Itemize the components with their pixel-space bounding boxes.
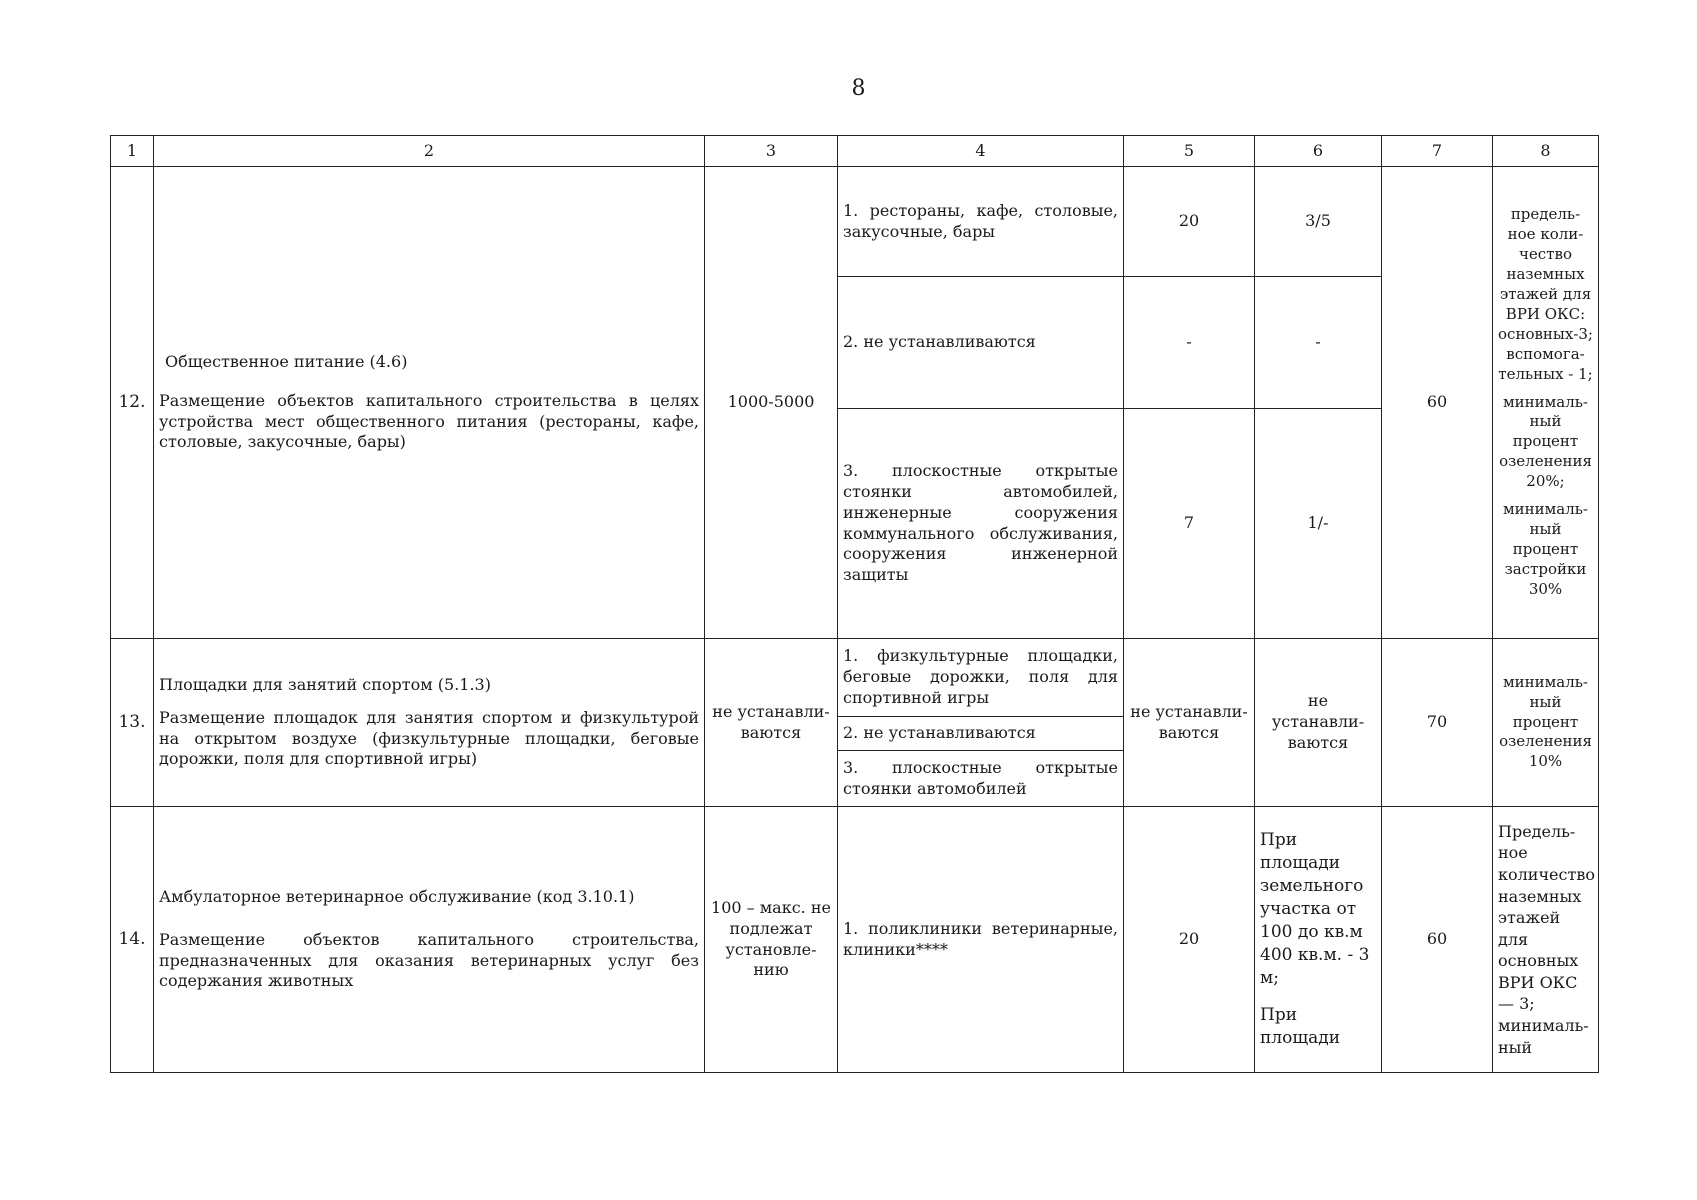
row-13-description-cell [154,639,705,807]
row-12-description-cell [154,167,705,639]
row-12-sub-1-col6: 3/5 [1255,167,1382,277]
row-13-sub-2-text: 2. не устанавливаются [838,717,1124,751]
row-13-col7: 70 [1382,639,1493,807]
row-13-col6: не устанавли-ваются [1255,639,1382,807]
page-number: 8 [851,76,866,101]
row-14-col8: Предель-ное количество наземных этажей для основных ВРИ ОКС — 3; минималь-ный [1493,807,1599,1073]
row-13-sub-1-text: 1. физкультурные площадки, беговые дорожки, поля для спортивной игры [838,639,1124,717]
row-12-plot-area: 1000-5000 [705,167,838,639]
row-12-description: Размещение объектов капитального строительства в целях устройства мест общественного питания (рестораны, кафе, столовые, закусочные, бары) [159,390,699,452]
header-cell-6: 6 [1255,136,1382,167]
header-cell-4: 4 [838,136,1124,167]
table-row-13 [111,639,1599,717]
row-14-col5: 20 [1124,807,1255,1073]
row-12-sub-3-col6: 1/- [1255,409,1382,639]
header-cell-5: 5 [1124,136,1255,167]
table-row-12 [111,167,1599,277]
row-12-title: Общественное питание (4.6) [165,351,408,371]
header-cell-2: 2 [154,136,705,167]
header-cell-7: 7 [1382,136,1493,167]
row-number-14: 14. [111,807,154,1073]
row-12-col7: 60 [1382,167,1493,639]
row-13-description: Размещение площадок для занятия спортом и физкультурой на открытом воздухе (физкультурные площадки, беговые дорожки, поля для спортивной игры) [159,707,699,769]
row-14-col6-line-1: При площади земельного участка от 100 до кв.м 400 кв.м. - 3 м; [1260,830,1370,988]
row-12-sub-2-col5: - [1124,277,1255,409]
table-row-14 [111,807,1599,1073]
regulations-table [110,135,1599,1073]
row-13-title: Площадки для занятий спортом (5.1.3) [159,674,491,694]
row-14-col6 [1255,807,1382,1073]
row-12-sub-1-col5: 20 [1124,167,1255,277]
row-13-col5: не устанавли-ваются [1124,639,1255,807]
row-13-plot-area: не устанавли-ваются [705,639,838,807]
row-12-sub-2-col6: - [1255,277,1382,409]
row-number-12: 12. [111,167,154,639]
row-14-col6-line-2: При площади [1260,1004,1341,1048]
row-12-sub-1-text: 1. рестораны, кафе, столовые, закусочные, бары [838,167,1124,277]
row-12-sub-2-text: 2. не устанавливаются [838,277,1124,409]
row-12-col8-greening: минималь-ный процент озеленения 20%; [1499,392,1592,491]
row-14-description: Размещение объектов капитального строительства, предназначенных для оказания ветеринарных услуг без содержания животных [159,929,699,991]
header-cell-8: 8 [1493,136,1599,167]
row-13-col8: минималь-ный процент озеленения 10% [1493,639,1599,807]
row-12-sub-3-text: 3. плоскостные открытые стоянки автомобилей, инженерные сооружения коммунального обслуживания, сооружения инженерной защиты [838,409,1124,639]
table-header-row [111,136,1599,167]
row-14-col7: 60 [1382,807,1493,1073]
row-14-sub-1-text: 1. поликлиники ветеринарные, клиники**** [838,807,1124,1073]
header-cell-3: 3 [705,136,838,167]
row-12-col8-floors: предель-ное коли-чество наземных этажей для ВРИ ОКС: основных-3; вспомога-тельных - 1; [1498,205,1593,383]
row-13-sub-3-text: 3. плоскостные открытые стоянки автомобилей [838,751,1124,807]
header-cell-1: 1 [111,136,154,167]
row-14-plot-area: 100 – макс. не подлежат установле-нию [705,807,838,1073]
row-12-col8 [1493,167,1599,639]
row-14-description-cell [154,807,705,1073]
row-12-col8-building: минималь-ный процент застройки 30% [1502,500,1589,598]
row-14-title: Амбулаторное ветеринарное обслуживание (код 3.10.1) [159,886,635,906]
row-12-sub-3-col5: 7 [1124,409,1255,639]
row-number-13: 13. [111,639,154,807]
